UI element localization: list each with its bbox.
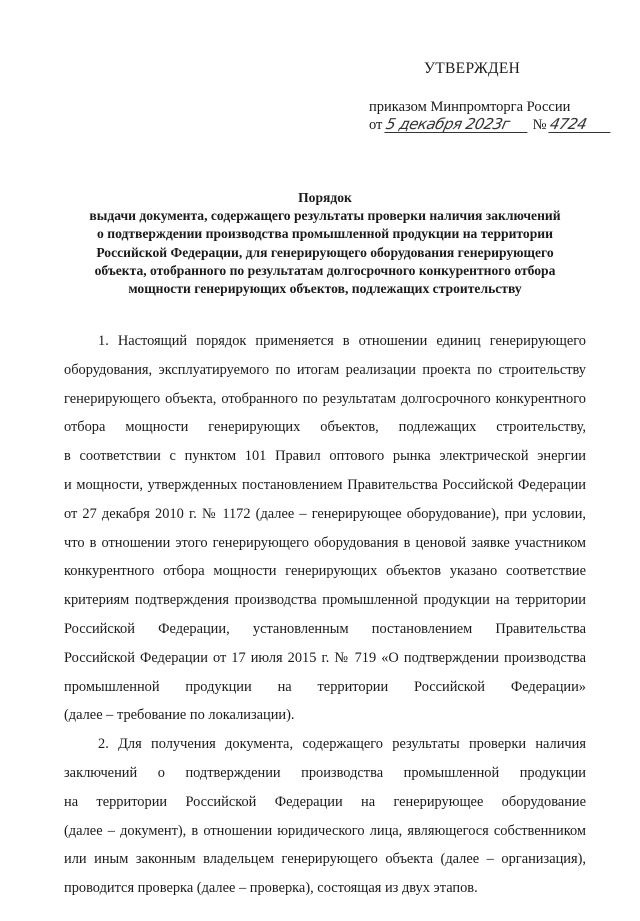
paragraph-line: Российской Федерации, установленным постановлением Правительства bbox=[64, 620, 586, 637]
paragraph-line: критериям подтверждения производства промышленной продукции на территории bbox=[64, 592, 586, 609]
paragraph-line: промышленной продукции на территории Российской Федерации» bbox=[64, 678, 586, 695]
paragraph-line: Российской Федерации от 17 июля 2015 г. № 719 «О подтверждении производства bbox=[64, 649, 586, 666]
paragraph-line: (далее – документ), в отношении юридического лица, являющегося собственником bbox=[64, 822, 586, 839]
paragraph-line: в соответствии с пунктом 101 Правил оптового рынка электрической энергии bbox=[64, 448, 586, 465]
paragraph-line: от 27 декабря 2010 г. № 1172 (далее – генерирующее оборудование), при условии, bbox=[64, 505, 586, 522]
order-reference: приказом Минпромторга России bbox=[369, 99, 571, 115]
paragraph-line: генерирующего объекта, отобранного по результатам долгосрочного конкурентного bbox=[64, 390, 586, 407]
number-prefix: № bbox=[532, 117, 547, 133]
paragraph-line: что в отношении этого генерирующего оборудования в ценовой заявке участником bbox=[64, 534, 586, 551]
title-line: о подтверждении производства промышленной продукции на территории bbox=[97, 226, 553, 242]
document-body bbox=[64, 332, 586, 908]
paragraph-line: конкурентного отбора мощности генерирующих объектов указано соответствие bbox=[64, 563, 586, 580]
paragraph-line: оборудования, эксплуатируемого по итогам реализации проекта по строительству bbox=[64, 361, 586, 378]
paragraph-line: проводится проверка (далее – проверка), состоящая из двух этапов. bbox=[64, 880, 478, 897]
approval-stamp-heading: УТВЕРЖДЕН bbox=[424, 60, 521, 77]
paragraph-line: 2. Для получения документа, содержащего результаты проверки наличия bbox=[98, 736, 586, 753]
order-date-line bbox=[369, 117, 612, 134]
date-prefix: от bbox=[369, 117, 383, 133]
paragraph-line: и мощности, утвержденных постановлением Правительства Российской Федерации bbox=[64, 476, 586, 493]
title-line: Российской Федерации, для генерирующего оборудования генерирующего bbox=[96, 244, 554, 260]
paragraph-line: заключений о подтверждении производства промышленной продукции bbox=[64, 764, 586, 781]
title-line: объекта, отобранного по результатам долгосрочного конкурентного отбора bbox=[94, 262, 556, 278]
paragraph-line: на территории Российской Федерации на генерирующее оборудование bbox=[64, 793, 586, 810]
handwritten-date: 5 декабря 2023г bbox=[384, 117, 530, 133]
paragraph-line: отбора мощности генерирующих объектов, подлежащих строительству, bbox=[64, 419, 586, 436]
paragraph-line: или иным законным владельцем генерирующего объекта (далее – организация), bbox=[64, 851, 586, 868]
document-title bbox=[64, 189, 586, 298]
handwritten-number: 4724 bbox=[548, 117, 613, 133]
paragraph-line: 1. Настоящий порядок применяется в отношении единиц генерирующего bbox=[98, 333, 586, 349]
title-line: выдачи документа, содержащего результаты проверки наличия заключений bbox=[89, 208, 561, 224]
title-line: Порядок bbox=[298, 190, 352, 205]
paragraph-line: (далее – требование по локализации). bbox=[64, 707, 295, 724]
title-line: мощности генерирующих объектов, подлежащих строительству bbox=[128, 281, 522, 297]
